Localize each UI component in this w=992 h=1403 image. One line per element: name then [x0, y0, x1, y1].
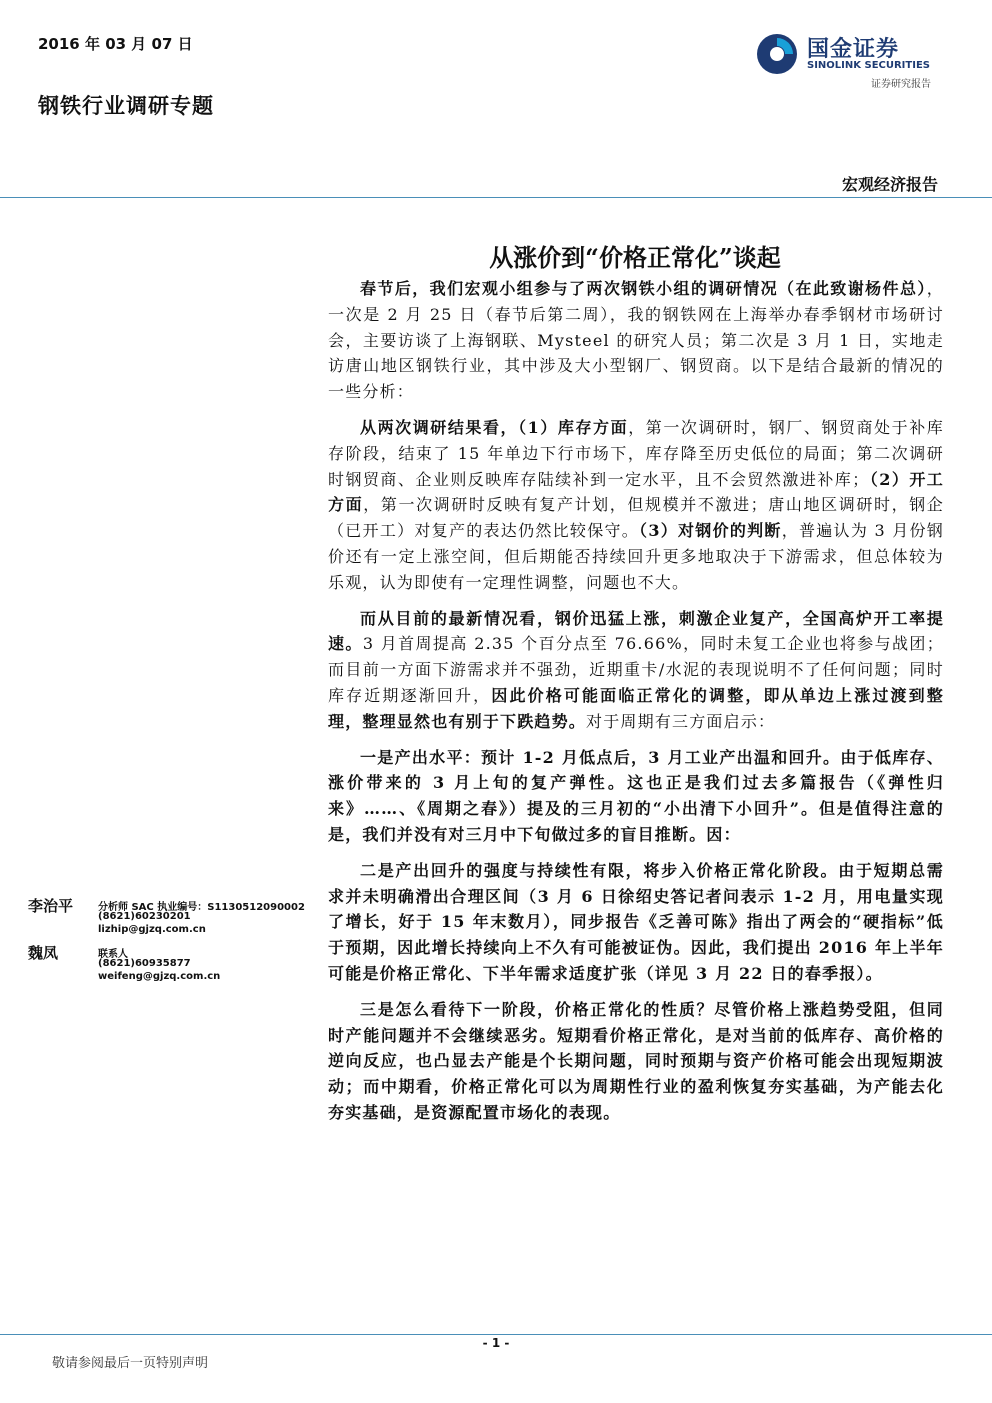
contact-role: 联系人: [98, 949, 128, 960]
analyst-credential: 分析师 SAC 执业编号：S1130512090002: [98, 902, 305, 913]
analyst-phone: (8621)60230201: [98, 911, 191, 922]
report-type: 宏观经济报告: [841, 175, 938, 194]
body-text: ，第一次调研时，钢厂、钢贸商处于补库存阶段，结束了 15 年单边下行市场下，库存降至历史低位的局面；第二次调研时钢贸商、企业则反映库存陆续补到一定水平，且不会贸然激进补库；: [328, 417, 944, 489]
emphasis-text: 三是怎么看待下一阶段，价格正常化的性质？尽管价格上涨趋势受阻，但同时产能问题并不会继续恶劣。短期看价格正常化，是对当前的低库存、高价格的逆向反应，也凸显去产能是个长期问题，同时预期与资产价格可能会出现短期波动；而中期看，价格正常化可以为周期性行业的盈利恢复夯实基础，为产能去化夯实基础，是资源配置市场化的表现。: [328, 999, 944, 1122]
emphasis-text: 而从目前的最新情况看，钢价迅猛上涨，刺激企业复产，全国高炉开工率提速。: [328, 608, 944, 654]
emphasis-text: 从两次调研结果看，（1）库存方面: [360, 417, 629, 437]
page-number: - 1 -: [482, 1336, 510, 1350]
logo-name-cn: 国金证券: [807, 37, 900, 62]
body-paragraph: [328, 276, 944, 405]
sinolink-logo-icon: [755, 32, 799, 76]
body-paragraph: [328, 745, 944, 848]
body-text: 对于周期有三方面启示：: [586, 711, 776, 731]
footer-divider: [0, 1334, 992, 1335]
report-subject: 钢铁行业调研专题: [38, 93, 214, 118]
body-text: ，普遍认为 3 月份钢价还有一定上涨空间，但后期能否持续回升更多地取决于下游需求，但总体较为乐观，认为即使有一定理性调整，问题也不大。: [328, 521, 944, 592]
body-text: ，第一次调研时反映有复产计划，但规模并不激进；唐山地区调研时，钢企（已开工）对复产的表达仍然比较保守。: [328, 495, 944, 541]
body-paragraph: [328, 415, 944, 596]
body-text: ，一次是 2 月 25 日（春节后第二周），我的钢铁网在上海举办春季钢材市场研讨会，主要访谈了上海钢联、Mysteel 的研究人员；第二次是 3 月 1 日，实地走访唐山地区钢铁行业，其中涉及大小型钢厂、钢贸商。以下是结合最新的情况的一些分析：: [328, 279, 944, 402]
logo-tagline: 证券研究报告: [871, 79, 931, 90]
body-paragraph: [328, 606, 944, 735]
article-body: [328, 276, 944, 1136]
emphasis-text: （3）对钢价的判断: [639, 521, 782, 541]
analyst-email[interactable]: lizhip@gjzq.com.cn: [98, 924, 206, 935]
emphasis-text: 因此价格可能面临正常化的调整，即从单边上涨过渡到整理，整理显然也有别于下跌趋势。: [328, 685, 944, 731]
body-paragraph: [328, 858, 944, 987]
emphasis-text: （2）开工方面: [328, 469, 944, 515]
emphasis-text: 二是产出回升的强度与持续性有限，将步入价格正常化阶段。由于短期总需求并未明确滑出合理区间（3 月 6 日徐绍史答记者问表示 1-2 月，用电量实现了增长，好于 15 年末数月），同步报告《乏善可陈》指出了两会的“硬指标”低于预期，因此增长持续向上不久有可能被证伪。因此，我们提出 2016 年上半年可能是价格正常化、下半年需求适度扩张（详见 3 月 22 日的春季报）。: [328, 860, 944, 983]
analyst-name: 李治平: [28, 897, 74, 915]
logo-name-en: SINOLINK SECURITIES: [807, 60, 930, 71]
body-paragraph: [328, 997, 944, 1126]
emphasis-text: 春节后，我们宏观小组参与了两次钢铁小组的调研情况（在此致谢杨件总）: [360, 279, 927, 298]
body-text: 3 月首周提高 2.35 个百分点至 76.66%，同时未复工企业也将参与战团；而目前一方面下游需求并不强劲，近期重卡/水泥的表现说明不了任何问题；同时库存近期逐渐回升，: [328, 634, 944, 705]
footer-disclaimer: 敬请参阅最后一页特别声明: [52, 1356, 209, 1371]
contact-email[interactable]: weifeng@gjzq.com.cn: [98, 971, 221, 982]
company-logo: [755, 30, 955, 94]
contact-phone: (8621)60935877: [98, 958, 191, 969]
header-divider: [0, 197, 992, 198]
emphasis-text: 一是产出水平：预计 1-2 月低点后，3 月工业产出温和回升。由于低库存、涨价带来的 3 月上旬的复产弹性。这也正是我们过去多篇报告（《弹性归来》……、《周期之春》）提及的三月初的“小出清下小回升”。但是值得注意的是，我们并没有对三月中下旬做过多的盲目推断。因：: [328, 747, 944, 844]
article-title: 从涨价到“价格正常化”谈起: [489, 243, 781, 272]
contact-name: 魏凤: [28, 944, 59, 962]
report-date: 2016 年 03 月 07 日: [38, 35, 193, 53]
